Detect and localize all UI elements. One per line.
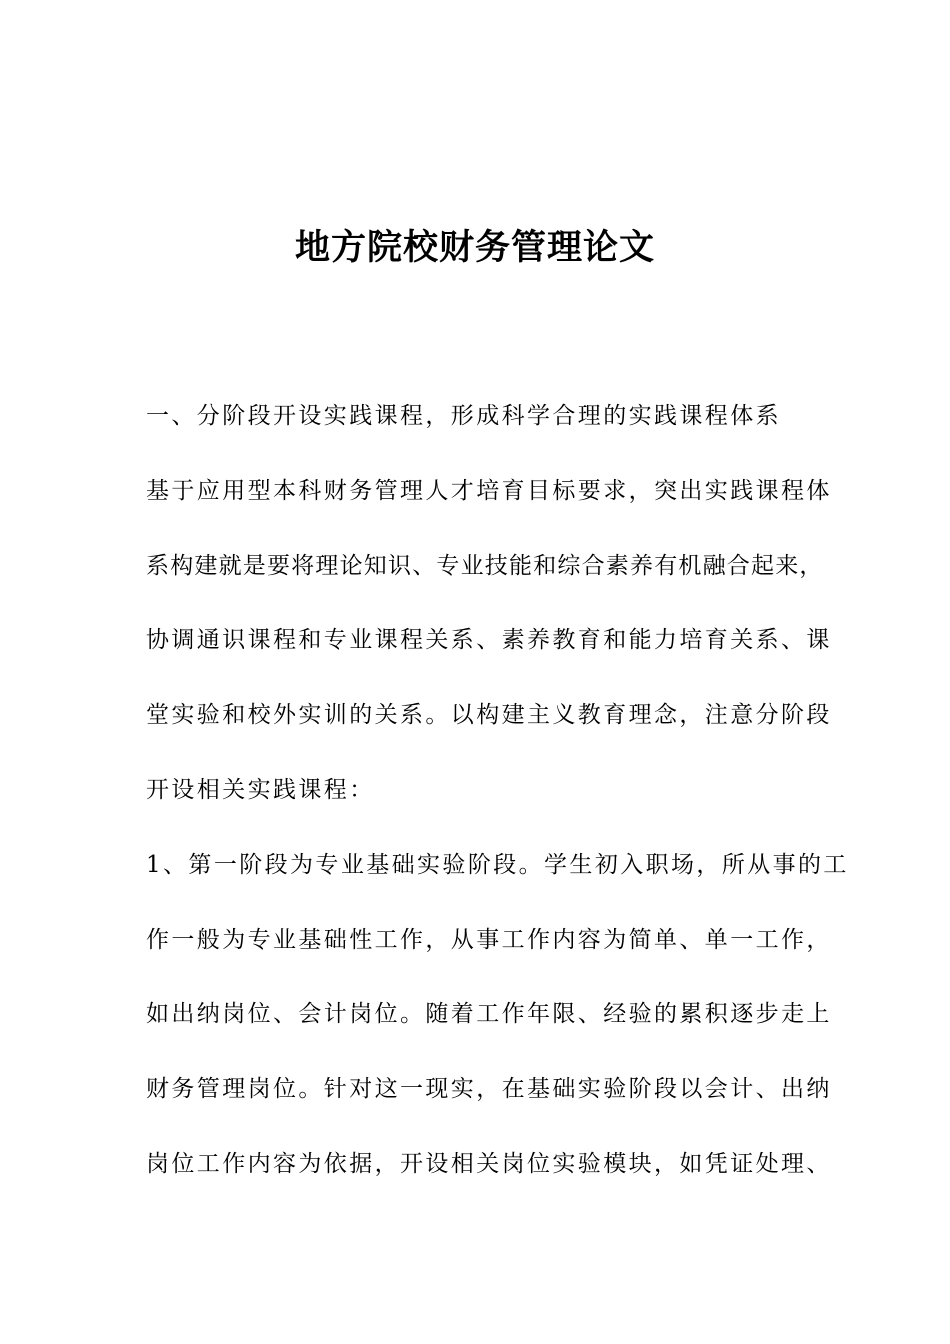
document-title: 地方院校财务管理论文 [294, 228, 655, 268]
paragraph-line: 协调通识课程和专业课程关系、素养教育和能力培育关系、课 [146, 627, 832, 654]
paragraph-line: 如出纳岗位、会计岗位。随着工作年限、经验的累积逐步走上 [146, 1001, 832, 1028]
paragraph-line: 基于应用型本科财务管理人才培育目标要求，突出实践课程体 [146, 477, 832, 504]
paragraph-line: 1、第一阶段为专业基础实验阶段。学生初入职场，所从事的工 [146, 851, 849, 878]
paragraph-line: 岗位工作内容为依据，开设相关岗位实验模块，如凭证处理、 [146, 1150, 832, 1177]
paragraph-line: 作一般为专业基础性工作，从事工作内容为简单、单一工作， [146, 926, 832, 953]
paragraph-line: 开设相关实践课程： [146, 776, 375, 803]
paragraph-line: 堂实验和校外实训的关系。以构建主义教育理念，注意分阶段 [146, 702, 832, 729]
paragraph-line: 财务管理岗位。针对这一现实，在基础实验阶段以会计、出纳 [146, 1076, 832, 1103]
section-heading: 一、分阶段开设实践课程，形成科学合理的实践课程体系 [146, 403, 781, 429]
paragraph-line: 系构建就是要将理论知识、专业技能和综合素养有机融合起来， [146, 552, 824, 579]
document-body [146, 379, 849, 1202]
